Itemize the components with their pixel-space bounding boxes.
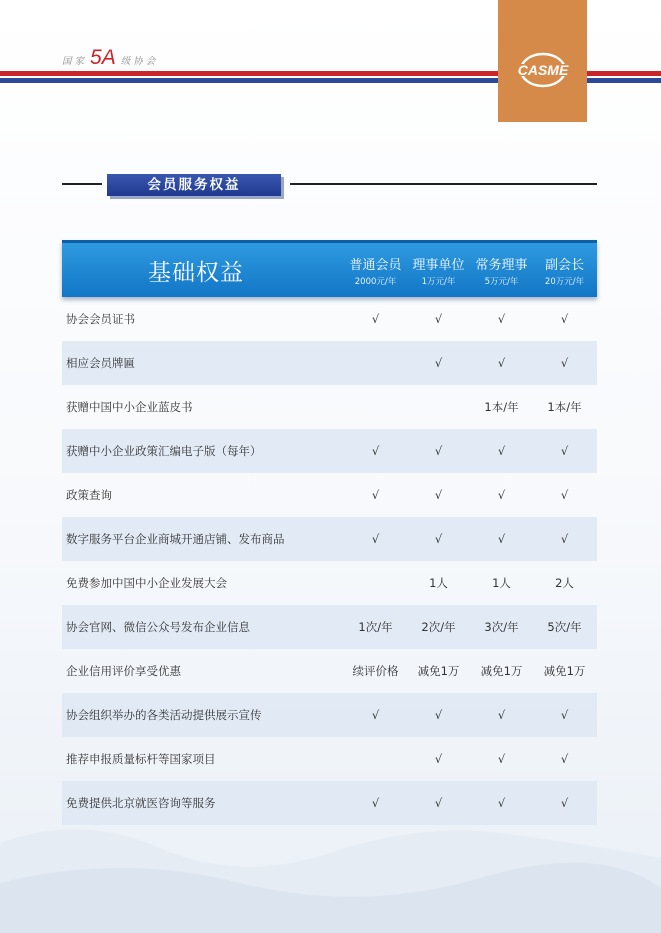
row-cell: √ bbox=[371, 488, 380, 502]
header-stripe-blue bbox=[0, 78, 498, 83]
section-title: 会员服务权益 bbox=[107, 174, 281, 196]
row-cell: 2人 bbox=[555, 576, 574, 590]
header-stripe-blue-right bbox=[587, 78, 661, 83]
column-header-vice-president bbox=[533, 254, 596, 287]
column-price: 5万元/年 bbox=[484, 276, 519, 287]
column-name: 副会长 bbox=[544, 257, 584, 273]
row-label: 免费参加中国中小企业发展大会 bbox=[66, 576, 227, 590]
table-row bbox=[62, 561, 597, 605]
row-cell: √ bbox=[434, 444, 443, 458]
table-row bbox=[62, 297, 597, 341]
row-label: 免费提供北京就医咨询等服务 bbox=[66, 796, 216, 810]
row-cell: √ bbox=[434, 532, 443, 546]
casme-logo-icon bbox=[502, 50, 584, 90]
row-cell: √ bbox=[497, 444, 506, 458]
column-header-executive-director bbox=[470, 254, 533, 287]
row-cell: 减免1万 bbox=[543, 664, 586, 678]
column-price: 2000元/年 bbox=[354, 276, 397, 287]
row-cell: √ bbox=[371, 796, 380, 810]
row-cell: 1本/年 bbox=[547, 400, 582, 414]
column-name: 常务理事 bbox=[475, 257, 528, 273]
row-cell: 续评价格 bbox=[352, 664, 399, 678]
row-cell: 3次/年 bbox=[484, 620, 519, 634]
row-cell: √ bbox=[434, 356, 443, 370]
row-cell: √ bbox=[560, 444, 569, 458]
logo-text: CASME bbox=[517, 62, 568, 78]
row-cell: √ bbox=[560, 752, 569, 766]
table-row bbox=[62, 341, 597, 385]
row-cell: √ bbox=[371, 444, 380, 458]
row-cell: 5次/年 bbox=[547, 620, 582, 634]
row-label: 企业信用评价享受优惠 bbox=[66, 664, 181, 678]
row-cell: √ bbox=[497, 532, 506, 546]
row-label: 获赠中小企业政策汇编电子版（每年） bbox=[66, 444, 262, 458]
table-row bbox=[62, 517, 597, 561]
row-cell: √ bbox=[371, 708, 380, 722]
table-row bbox=[62, 429, 597, 473]
row-cell: √ bbox=[560, 312, 569, 326]
row-label: 数字服务平台企业商城开通店铺、发布商品 bbox=[66, 532, 285, 546]
tagline-suffix: 级协会 bbox=[120, 56, 159, 67]
row-cell: √ bbox=[560, 532, 569, 546]
row-cell: 减免1万 bbox=[480, 664, 523, 678]
row-cell: 1人 bbox=[492, 576, 511, 590]
header-tagline bbox=[62, 46, 158, 68]
row-cell: √ bbox=[434, 796, 443, 810]
column-price: 1万元/年 bbox=[421, 276, 456, 287]
table-row bbox=[62, 781, 597, 825]
casme-logo bbox=[498, 0, 587, 122]
row-cell: √ bbox=[497, 356, 506, 370]
row-cell: 1人 bbox=[429, 576, 448, 590]
row-label: 协会组织举办的各类活动提供展示宣传 bbox=[66, 708, 262, 722]
table-row bbox=[62, 473, 597, 517]
tagline-5a: 5A bbox=[90, 46, 116, 69]
header-stripe-red-right bbox=[587, 71, 661, 76]
row-cell: √ bbox=[560, 796, 569, 810]
table-row bbox=[62, 605, 597, 649]
row-label: 政策查询 bbox=[66, 488, 112, 502]
row-label: 协会会员证书 bbox=[66, 312, 135, 326]
row-cell: √ bbox=[497, 312, 506, 326]
column-name: 普通会员 bbox=[349, 257, 402, 273]
row-cell: √ bbox=[560, 488, 569, 502]
table-header-title: 基础权益 bbox=[148, 259, 244, 286]
benefits-table bbox=[62, 240, 597, 825]
row-cell: 1次/年 bbox=[358, 620, 393, 634]
column-header-regular bbox=[344, 254, 407, 287]
section-rule-left bbox=[62, 183, 102, 185]
row-cell: √ bbox=[497, 752, 506, 766]
row-label: 推荐申报质量标杆等国家项目 bbox=[66, 752, 216, 766]
table-header bbox=[62, 240, 597, 297]
row-cell: √ bbox=[497, 796, 506, 810]
column-header-director bbox=[407, 254, 470, 287]
row-label: 协会官网、微信公众号发布企业信息 bbox=[66, 620, 250, 634]
row-cell: √ bbox=[434, 708, 443, 722]
row-cell: 减免1万 bbox=[417, 664, 460, 678]
row-cell: √ bbox=[497, 488, 506, 502]
row-cell: √ bbox=[371, 532, 380, 546]
row-label: 相应会员牌匾 bbox=[66, 356, 135, 370]
row-cell: √ bbox=[497, 708, 506, 722]
row-cell: √ bbox=[371, 312, 380, 326]
column-price: 20万元/年 bbox=[544, 276, 585, 287]
table-row bbox=[62, 649, 597, 693]
row-cell: √ bbox=[560, 356, 569, 370]
table-row bbox=[62, 737, 597, 781]
column-name: 理事单位 bbox=[412, 257, 465, 273]
row-cell: √ bbox=[434, 488, 443, 502]
row-cell: 1本/年 bbox=[484, 400, 519, 414]
row-cell: √ bbox=[434, 752, 443, 766]
row-cell: √ bbox=[434, 312, 443, 326]
tagline-prefix: 国家 bbox=[62, 56, 88, 67]
row-label: 获赠中国中小企业蓝皮书 bbox=[66, 400, 193, 414]
table-row bbox=[62, 385, 597, 429]
row-cell: √ bbox=[560, 708, 569, 722]
table-row bbox=[62, 693, 597, 737]
section-rule-right bbox=[290, 183, 597, 185]
row-cell: 2次/年 bbox=[421, 620, 456, 634]
